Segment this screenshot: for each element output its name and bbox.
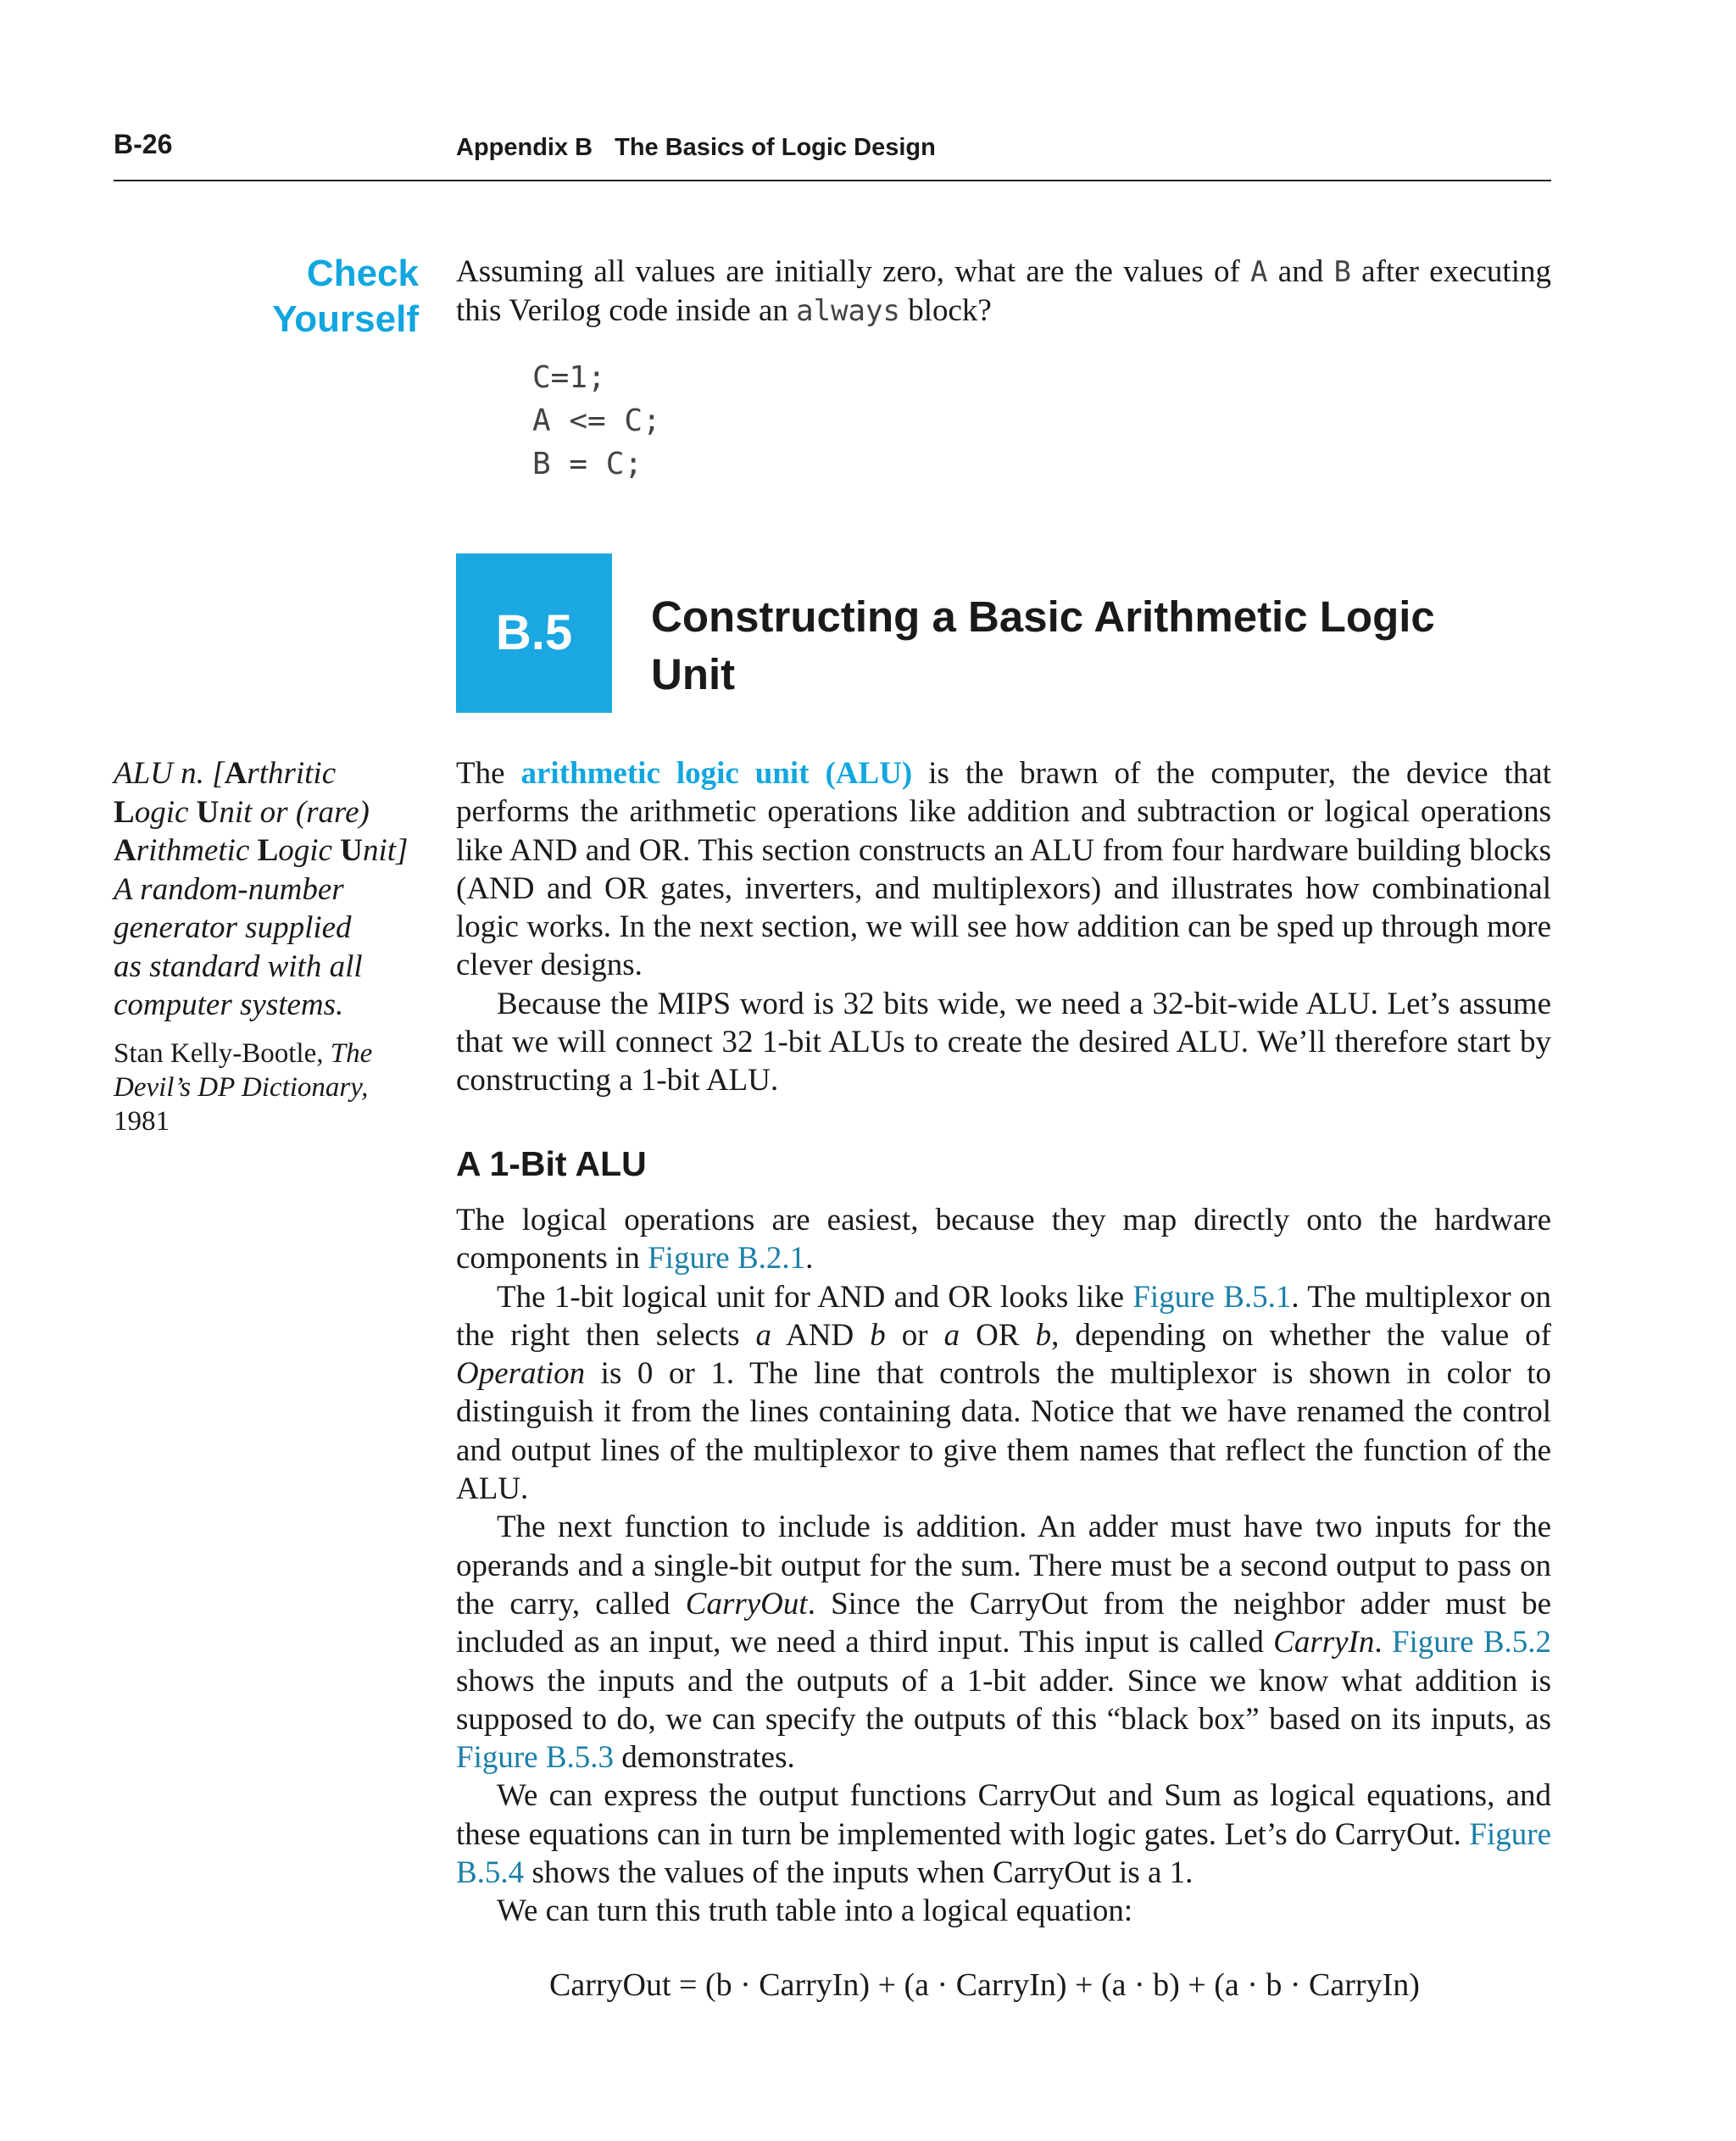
running-header: [456, 134, 936, 162]
margin-note: [114, 754, 436, 1138]
figure-link-b21[interactable]: Figure B.2.1: [648, 1241, 806, 1276]
paragraph: Because the MIPS word is 32 bits wide, we need a 32-bit-wide ALU. Let’s assume that we will connect 32 1-bit ALUs to create the desired ALU. We’ll therefore start by constructing a 1-bit ALU.: [456, 986, 1551, 1098]
q-text: block?: [899, 293, 992, 328]
verilog-code-block: [532, 356, 661, 486]
subsection-title: A 1-Bit ALU: [456, 1144, 647, 1183]
q-text: and: [1267, 254, 1334, 289]
check-yourself-line2: Yourself: [272, 298, 419, 340]
paragraph: The arithmetic logic unit (ALU) is the brawn of the computer, the device that performs the arithmetic operations like addition and subtraction or logical operations like AND and OR. This section constructs an ALU from four hardware building blocks (AND and OR gates, inverters, and multiplexors) and illustrates how combinational logic works. In the next section, we will see how addition can be sped up through more clever designs.: [456, 756, 1552, 983]
paragraph: The logical operations are easiest, because they map directly onto the hardware components in Figure B.2.1.: [456, 1203, 1551, 1276]
paragraph: The next function to include is addition. An adder must have two inputs for the operands and a single-bit output for the sum. There must be a second output to pass on the carry, called CarryOut. Since the CarryOut from the neighbor adder must be included as an input, we need a third input. This input is called CarryIn. Figure B.5.2 shows the inputs and the outputs of a 1-bit adder. Since we know what addition is supposed to do, we can specify the outputs of this “black box” based on its inputs, as Figure B.5.3 demonstrates.: [456, 1510, 1552, 1776]
q-code-b: B: [1333, 255, 1351, 289]
check-yourself-question: [456, 253, 1551, 331]
body-text-intro: [456, 754, 1551, 1100]
figure-link-b54[interactable]: Figure B.5.4: [456, 1816, 1551, 1891]
margin-line: A random-number: [114, 871, 344, 907]
figure-link-b51[interactable]: Figure B.5.1: [1132, 1279, 1292, 1315]
margin-line: ALU n. [Arthritic: [114, 756, 337, 791]
body-text-1bit-alu: [456, 1201, 1551, 1931]
section-number: B.5: [495, 605, 573, 660]
paragraph: We can turn this truth table into a logical equation:: [497, 1894, 1133, 1929]
figure-link-b53[interactable]: Figure B.5.3: [456, 1740, 615, 1776]
code-line: A <= C;: [532, 403, 661, 438]
glossary-term: arithmetic logic unit (ALU): [520, 756, 913, 791]
code-line: C=1;: [532, 360, 606, 395]
q-code-always: always: [796, 294, 900, 328]
q-text: after executing this Verilog code inside an: [456, 254, 1551, 328]
paragraph: We can express the output functions CarryOut and Sum as logical equations, and these equations can in turn be implemented with logic gates. Let’s do CarryOut. Figure B.5.4 shows the values of the inputs when CarryOut is a 1.: [456, 1778, 1551, 1891]
q-code-a: A: [1250, 255, 1268, 289]
code-line: B = C;: [532, 447, 643, 481]
margin-line: Logic Unit or (rare): [114, 794, 370, 830]
section-title-line2: Unit: [651, 650, 736, 698]
header-rule: [114, 180, 1551, 181]
margin-line: generator supplied: [114, 910, 352, 945]
check-yourself-label: [229, 251, 419, 342]
appendix-title: The Basics of Logic Design: [615, 134, 936, 161]
margin-line: as standard with all: [114, 948, 363, 984]
page-number: B-26: [114, 129, 173, 159]
carryout-equation: CarryOut = (b · CarryIn) + (a · CarryIn) + (a · b) + (a · b · CarryIn): [549, 1967, 1420, 2003]
section-title: [651, 588, 1566, 703]
check-yourself-line1: Check: [306, 253, 419, 294]
figure-link-b52[interactable]: Figure B.5.2: [1391, 1625, 1552, 1660]
appendix-label: Appendix B: [456, 134, 593, 161]
margin-line: computer systems.: [114, 987, 344, 1022]
margin-attribution: Stan Kelly-Bootle, The Devil’s DP Dictionary, 1981: [114, 1037, 373, 1137]
margin-line: Arithmetic Logic Unit]: [114, 833, 409, 868]
section-title-line1: Constructing a Basic Arithmetic Logic: [651, 592, 1435, 641]
q-text: Assuming all values are initially zero, what are the values of: [456, 254, 1251, 289]
paragraph: The 1-bit logical unit for AND and OR looks like Figure B.5.1. The multiplexor on the right then selects a AND b or a OR b, depending on whether the value of Operation is 0 or 1. The line that controls the multiplexor is shown in color to distinguish it from the lines containing data. Notice that we have renamed the control and output lines of the multiplexor to give them names that reflect the function of the ALU.: [456, 1279, 1551, 1507]
